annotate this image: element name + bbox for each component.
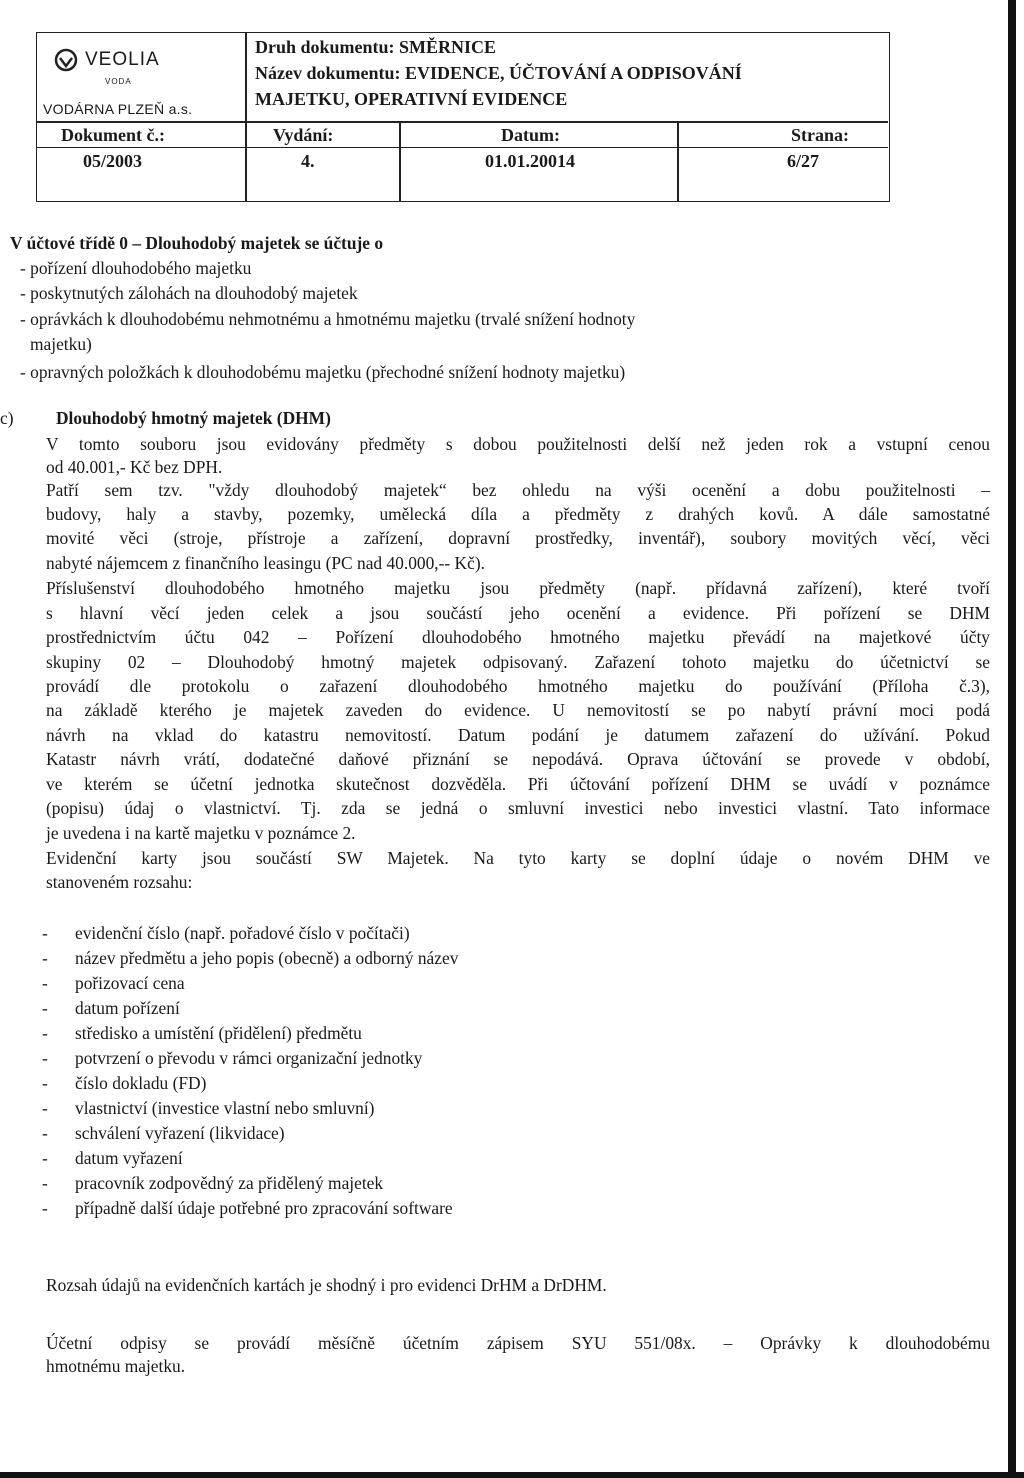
paragraph-line: od 40.001,- Kč bez DPH. bbox=[46, 457, 223, 477]
value-page: 6/27 bbox=[787, 151, 820, 171]
list-dash: - bbox=[42, 948, 48, 968]
value-date: 01.01.20014 bbox=[485, 151, 575, 171]
paragraph-line: návrh na vklad do katastru nemovitostí. Datum podání je datumem zařazení do užívání. Pokud bbox=[46, 725, 990, 745]
list-dash: - bbox=[42, 1123, 48, 1143]
intro-item: - oprávkách k dlouhodobému nehmotnému a hmotnému majetku (trvalé snížení hodnoty bbox=[20, 309, 636, 329]
intro-item: - opravných položkách k dlouhodobému majetku (přechodné snížení hodnoty majetku) bbox=[20, 362, 626, 382]
closing-paragraph-line: Účetní odpisy se provádí měsíčně účetním zápisem SYU 551/08x. – Oprávky k dlouhodobému bbox=[46, 1333, 990, 1353]
list-item: datum vyřazení bbox=[75, 1148, 183, 1168]
company-name: VODÁRNA PLZEŇ a.s. bbox=[43, 101, 193, 117]
list-dash: - bbox=[42, 1048, 48, 1068]
intro-item: - pořízení dlouhodobého majetku bbox=[20, 258, 252, 278]
veolia-logo bbox=[51, 45, 160, 75]
paragraph-line: stanoveném rozsahu: bbox=[46, 872, 193, 892]
header-divider-v2 bbox=[399, 121, 401, 201]
header-divider-v3 bbox=[677, 121, 679, 201]
paragraph-line: nabyté nájemcem z finančního leasingu (PC nad 40.000,-- Kč). bbox=[46, 553, 485, 573]
paragraph-line: s hlavní věcí jeden celek a jsou součástí jeho ocenění a evidence. Při pořízení se DHM bbox=[46, 603, 990, 623]
list-dash: - bbox=[42, 1023, 48, 1043]
list-item: potvrzení o převodu v rámci organizační jednotky bbox=[75, 1048, 423, 1068]
paragraph-line: budovy, haly a stavby, pozemky, umělecká díla a předměty z drahých kovů. A dále samostatné bbox=[46, 504, 990, 524]
intro-heading: V účtové třídě 0 – Dlouhodobý majetek se účtuje o bbox=[10, 233, 384, 253]
value-document-number: 05/2003 bbox=[83, 151, 143, 171]
list-item: středisko a umístění (přidělení) předmětu bbox=[75, 1023, 362, 1043]
list-item: název předmětu a jeho popis (obecně) a odborný název bbox=[75, 948, 459, 968]
paragraph-line: Evidenční karty jsou součástí SW Majetek. Na tyto karty se doplní údaje o novém DHM ve bbox=[46, 848, 990, 868]
list-dash: - bbox=[42, 1198, 48, 1218]
list-item: pracovník zodpovědný za přidělený majetek bbox=[75, 1173, 384, 1193]
document-name-line1: Název dokumentu: EVIDENCE, ÚČTOVÁNÍ A ODPISOVÁNÍ bbox=[255, 63, 742, 83]
label-date: Datum: bbox=[501, 125, 560, 145]
intro-item: - poskytnutých zálohách na dlouhodobý majetek bbox=[20, 283, 358, 303]
list-item: pořizovací cena bbox=[75, 973, 185, 993]
document-header-table bbox=[36, 32, 890, 202]
paragraph-line: ve kterém se účetní jednotka skutečnost dozvěděla. Při účtování pořízení DHM se uvádí v poznámce bbox=[46, 774, 990, 794]
header-divider-v1 bbox=[245, 33, 247, 201]
section-marker: c) bbox=[0, 408, 14, 428]
paragraph-line: provádí dle protokolu o zařazení dlouhodobého hmotného majetku do používání (Příloha č.3), bbox=[46, 676, 990, 696]
header-divider-top bbox=[37, 121, 888, 123]
paragraph-line: movité věci (stroje, přístroje a zařízení, dopravní prostředky, inventář), soubory movitých věcí, věci bbox=[46, 528, 990, 548]
list-dash: - bbox=[42, 1073, 48, 1093]
list-item: schválení vyřazení (likvidace) bbox=[75, 1123, 285, 1143]
paragraph-line: Katastr návrh vrátí, dodatečné daňové přiznání se nepodává. Oprava účtování se provede v období, bbox=[46, 749, 990, 769]
header-divider-mid bbox=[37, 147, 888, 148]
paragraph-line: (popisu) údaj o vlastnictví. Tj. zda se jedná o smluvní investici nebo investici vlastní. Tato informace bbox=[46, 798, 990, 818]
paragraph-line: je uvedena i na kartě majetku v poznámce 2. bbox=[46, 823, 356, 843]
label-document-number: Dokument č.: bbox=[61, 125, 165, 145]
closing-paragraph-line: hmotnému majetku. bbox=[46, 1356, 186, 1376]
document-name-line2: MAJETKU, OPERATIVNÍ EVIDENCE bbox=[255, 89, 568, 109]
paragraph-line: Patří sem tzv. "vždy dlouhodobý majetek“ bez ohledu na výši ocenění a dobu použitelnosti – bbox=[46, 480, 990, 500]
list-item: případně další údaje potřebné pro zpracování software bbox=[75, 1198, 453, 1218]
list-dash: - bbox=[42, 1098, 48, 1118]
document-type: Druh dokumentu: SMĚRNICE bbox=[255, 37, 497, 57]
logo-subtitle: VODA bbox=[105, 77, 132, 86]
logo-brand: VEOLIA bbox=[85, 49, 160, 70]
label-page: Strana: bbox=[791, 125, 849, 145]
closing-note: Rozsah údajů na evidenčních kartách je shodný i pro evidenci DrHM a DrDHM. bbox=[46, 1275, 607, 1295]
scan-border-right bbox=[1008, 0, 1016, 1478]
label-issue: Vydání: bbox=[273, 125, 334, 145]
paragraph-line: V tomto souboru jsou evidovány předměty s dobou použitelnosti delší než jeden rok a vstupní cenou bbox=[46, 434, 990, 454]
intro-item-continuation: majetku) bbox=[30, 334, 92, 354]
company-logo-cell bbox=[37, 33, 245, 121]
paragraph-line: na základě kterého je majetek zaveden do evidence. U nemovitostí se po nabytí právní moci podá bbox=[46, 700, 990, 720]
list-dash: - bbox=[42, 1148, 48, 1168]
list-item: číslo dokladu (FD) bbox=[75, 1073, 207, 1093]
value-issue: 4. bbox=[301, 151, 315, 171]
list-dash: - bbox=[42, 923, 48, 943]
scan-border-bottom bbox=[0, 1472, 1024, 1478]
list-item: datum pořízení bbox=[75, 998, 180, 1018]
paragraph-line: prostřednictvím účtu 042 – Pořízení dlouhodobého hmotného majetku převádí na majetkové účty bbox=[46, 627, 990, 647]
paragraph-line: skupiny 02 – Dlouhodobý hmotný majetek odpisovaný. Zařazení tohoto majetku do účetnictví se bbox=[46, 652, 990, 672]
section-title: Dlouhodobý hmotný majetek (DHM) bbox=[56, 408, 331, 428]
list-dash: - bbox=[42, 1173, 48, 1193]
list-item: vlastnictví (investice vlastní nebo smluvní) bbox=[75, 1098, 375, 1118]
paragraph-line: Příslušenství dlouhodobého hmotného majetku jsou předměty (např. přídavná zařízení), které tvoří bbox=[46, 578, 990, 598]
list-item: evidenční číslo (např. pořadové číslo v počítači) bbox=[75, 923, 410, 943]
veolia-logo-icon bbox=[51, 45, 81, 75]
list-dash: - bbox=[42, 998, 48, 1018]
list-dash: - bbox=[42, 973, 48, 993]
